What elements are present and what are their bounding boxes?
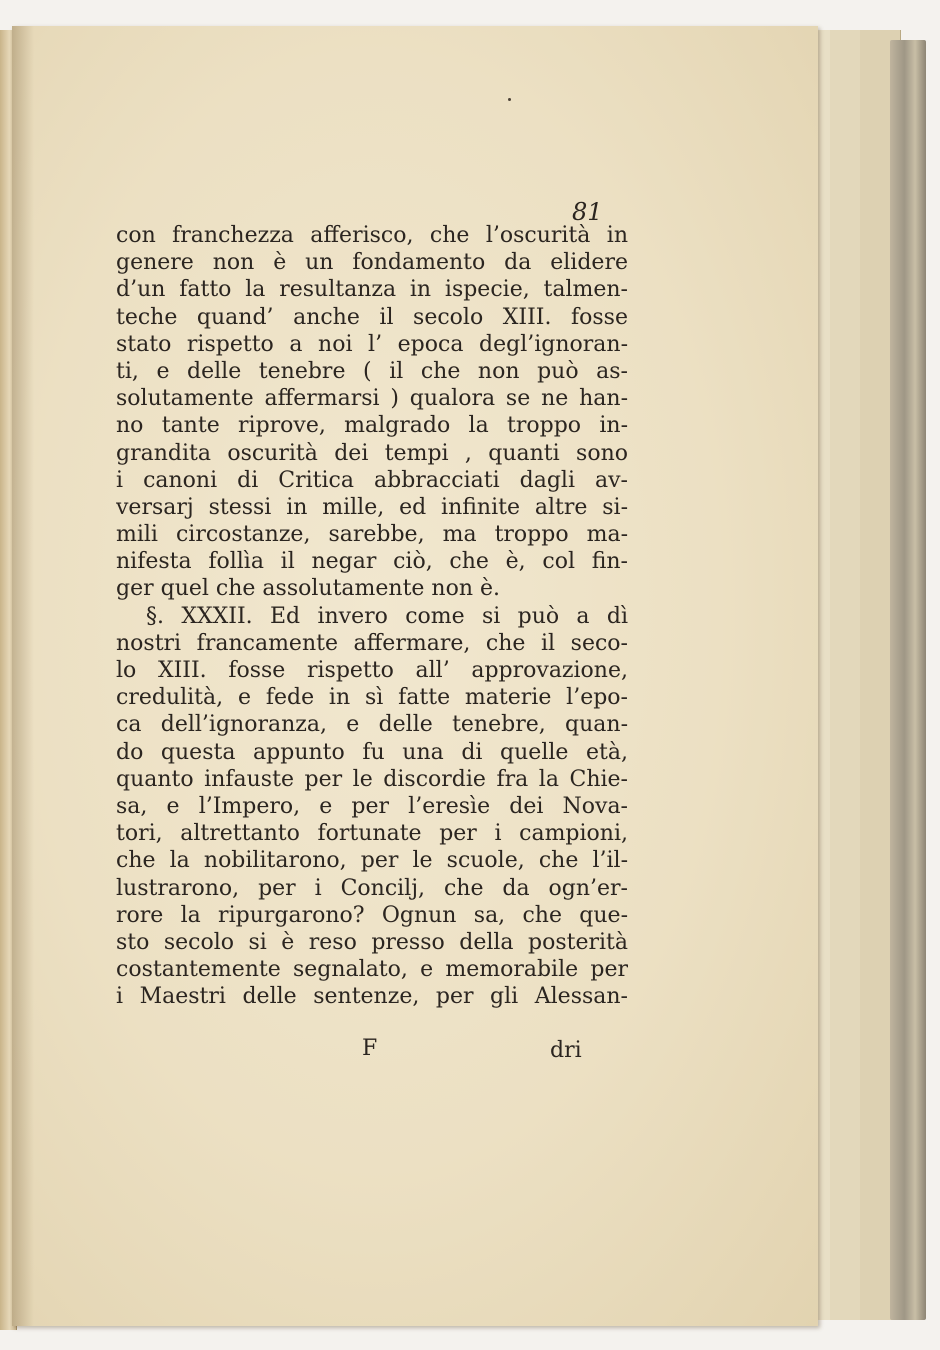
text-line: mili circostanze, sarebbe, ma troppo ma-	[116, 522, 628, 548]
text-line: credulità, e fede in sì fatte materie l’epo-	[116, 685, 628, 711]
text-line: lustrarono, per i Concilj, che da ogn’er-	[116, 875, 628, 901]
text-line: grandita oscurità dei tempi , quanti sono	[116, 440, 628, 466]
text-line: quanto infauste per le discordie fra la Chie-	[116, 766, 628, 792]
text-line: stato rispetto a noi l’ epoca degl’ignoran-	[116, 331, 628, 357]
text-line: rore la ripurgarono? Ognun sa, che que-	[116, 902, 628, 928]
book-cover-edge	[890, 40, 926, 1320]
signature-mark: F	[362, 1036, 378, 1061]
text-line: d’un fatto la resultanza in ispecie, talmen-	[116, 277, 628, 303]
body-text	[116, 222, 628, 1010]
text-line: i Maestri delle sentenze, per gli Alessan-	[116, 984, 628, 1010]
text-line: teche quand’ anche il secolo XIII. fosse	[116, 304, 628, 330]
text-line: nostri francamente affermare, che il seco-	[116, 630, 628, 656]
text-line: no tante riprove, malgrado la troppo in-	[116, 413, 628, 439]
text-line: che la nobilitarono, per le scuole, che l’il-	[116, 848, 628, 874]
ink-speck	[508, 98, 511, 101]
text-line: costantemente segnalato, e memorabile per	[116, 957, 628, 983]
text-line: sa, e l’Impero, e per l’eresìe dei Nova-	[116, 793, 628, 819]
text-line: ti, e delle tenebre ( il che non può as-	[116, 358, 628, 384]
text-line: ca dell’ignoranza, e delle tenebre, quan-	[116, 712, 628, 738]
book-page	[12, 26, 818, 1326]
text-line: solutamente affermarsi ) qualora se ne han-	[116, 386, 628, 412]
section-heading-line: §. XXXII. Ed invero come si può a dì	[146, 603, 628, 629]
text-line: lo XIII. fosse rispetto all’ approvazione,	[116, 658, 628, 683]
text-line: nifesta follìa il negar ciò, che è, col fin-	[116, 549, 628, 575]
text-line: i canoni di Critica abbracciati dagli av-	[116, 467, 628, 493]
text-line: con franchezza afferisco, che l’oscurità in	[116, 223, 628, 248]
paragraph-end-line: ger quel che assolutamente non è.	[116, 576, 501, 602]
text-line: sto secolo si è reso presso della posterità	[116, 929, 628, 955]
page-number: 81	[572, 198, 603, 226]
text-line: genere non è un fondamento da elidere	[116, 250, 628, 276]
text-line: do questa appunto fu una di quelle età,	[116, 739, 628, 765]
catchword: dri	[550, 1038, 582, 1063]
text-line: tori, altrettanto fortunate per i campioni,	[116, 821, 628, 847]
text-line: versarj stessi in mille, ed infinite altre si-	[116, 494, 628, 520]
